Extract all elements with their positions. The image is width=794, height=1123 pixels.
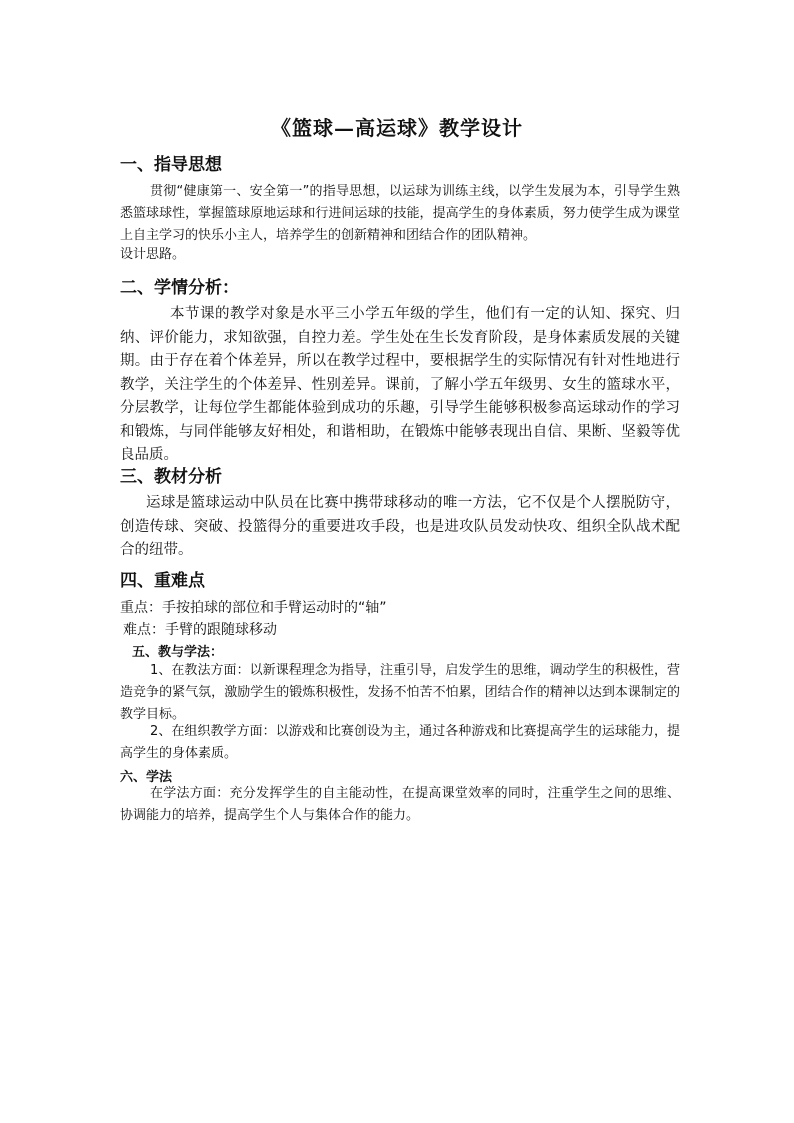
teaching-method-paragraph-2: 2、在组织教学方面：以游戏和比赛创设为主，通过各种游戏和比赛提高学生的运球能力，提高学生的身体素质。: [120, 724, 680, 761]
learning-methods-paragraph: 在学法方面：充分发挥学生的自主能动性，在提高课堂效率的同时，注重学生之间的思维、协调能力的培养，提高学生个人与集体合作的能力。: [120, 786, 680, 823]
teaching-method-paragraph-1: 1、在教法方面：以新课程理念为指导，注重引导，启发学生的思维，调动学生的积极性，营造竞争的紧气氛，激励学生的锻炼积极性，发扬不怕苦不怕累，团结合作的精神以达到本课制定的教学目标。: [120, 663, 680, 722]
section-heading-teaching-methods: 五、教与学法：: [132, 645, 224, 660]
section-heading-learning-methods: 六、学法: [120, 770, 173, 785]
guiding-ideology-paragraph: 贯彻“健康第一、安全第一”的指导思想，以运球为训练主线，以学生发展为本，引导学生熟悉篮球球性，掌握篮球原地运球和行进间运球的技能，提高学生的身体素质，努力使学生成为课堂上自主学习的快乐小主人，培养学生的创新精神和团结合作的团队精神。: [120, 184, 680, 243]
section-heading-material-analysis: 三、教材分析: [120, 467, 222, 487]
document-title: 《篮球—高运球》教学设计: [271, 116, 523, 140]
section-heading-student-analysis: 二、学情分析：: [120, 278, 239, 298]
difficulty-line: 难点：手臂的跟随球移动: [123, 622, 277, 638]
design-idea-line: 设计思路。: [120, 247, 186, 262]
key-point-line: 重点：手按拍球的部位和手臂运动时的“轴”: [120, 600, 387, 616]
section-heading-guiding-ideology: 一、指导思想: [120, 155, 222, 175]
section-heading-key-points: 四、重难点: [120, 571, 205, 591]
student-analysis-paragraph: 本节课的教学对象是水平三小学五年级的学生，他们有一定的认知、探究、归纳、评价能力，求知欲强，自控力差。学生处在生长发育阶段，是身体素质发展的关键期。由于存在着个体差异，所以在教学过程中，要根据学生的实际情况有针对性地进行教学，关注学生的个体差异、性别差异。课前，了解小学五年级男、女生的篮球水平，分层教学，让每位学生都能体验到成功的乐趣，引导学生能够积极参高运球动作的学习和锻炼，与同伴能够友好相处，和谐相助，在锻炼中能够表现出自信、果断、坚毅等优良品质。: [120, 306, 680, 463]
material-analysis-paragraph: 运球是篮球运动中队员在比赛中携带球移动的唯一方法，它不仅是个人摆脱防守，创造传球、突破、投篮得分的重要进攻手段，也是进攻队员发动快攻、组织全队战术配合的纽带。: [120, 495, 680, 558]
